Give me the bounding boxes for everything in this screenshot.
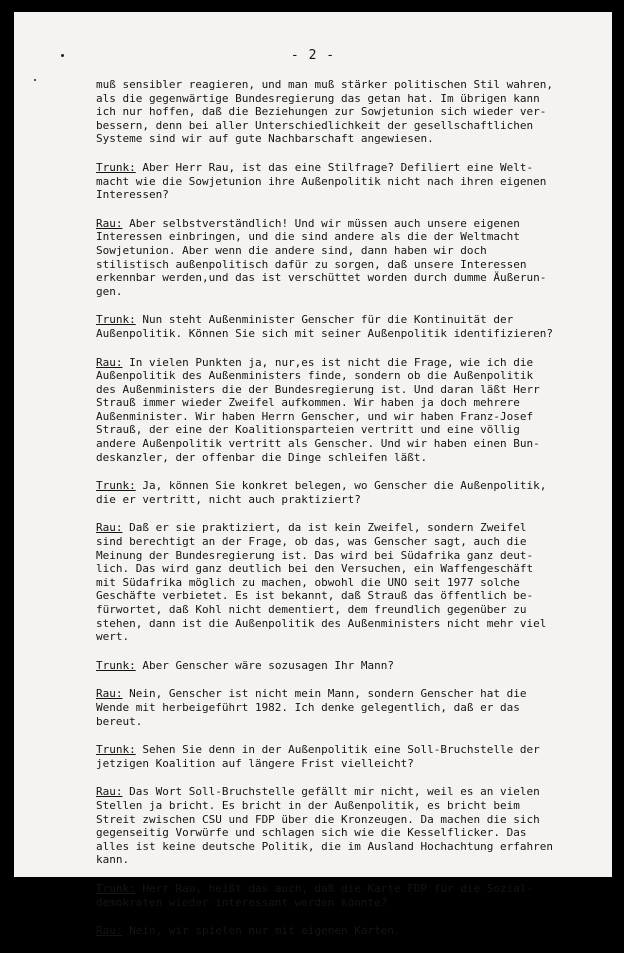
line-text: Streit zwischen CSU und FDP über die Kronzeugen. Da machen die sich [96, 812, 540, 826]
text-line [96, 659, 598, 673]
interview-paragraph [96, 479, 598, 506]
line-text: Strauß immer wieder Zweifel aufkommen. Wir haben ja doch mehrere [96, 396, 520, 410]
line-text: Interessen? [96, 188, 169, 202]
speaker-label: Trunk: [96, 881, 136, 895]
text-line [96, 840, 598, 854]
text-line [96, 549, 598, 563]
line-text: Aber Genscher wäre sozusagen Ihr Mann? [135, 658, 395, 672]
text-line [96, 356, 598, 370]
speaker-label: Trunk: [96, 743, 136, 757]
line-text: Geschäfte verbietet. Es ist bekannt, daß Strauß das öffentlich be- [96, 589, 534, 603]
speaker-label: Rau: [96, 785, 123, 799]
line-text: kann. [96, 853, 130, 867]
text-line [96, 92, 598, 106]
text-line [96, 757, 598, 771]
text-line [96, 369, 598, 383]
page-number: - 2 - [290, 48, 336, 63]
interview-paragraph [96, 743, 598, 770]
line-text: sind berechtigt an der Frage, ob das, was Genscher sagt, auch die [96, 535, 527, 549]
text-line [96, 617, 598, 631]
text-line [96, 437, 598, 451]
text-line [96, 327, 598, 341]
speaker-label: Rau: [96, 687, 123, 701]
line-text: lich. Das wird ganz deutlich bei den Versuchen, ein Waffengeschäft [96, 562, 534, 576]
line-text: wert. [96, 630, 130, 644]
line-text: stehen, dann ist die Außenpolitik des Außenministers nicht mehr viel [96, 616, 547, 630]
line-text: Aber selbstverständlich! Und wir müssen auch unsere eigenen [122, 216, 520, 230]
typewritten-page [14, 12, 612, 938]
interview-paragraph [96, 78, 598, 146]
text-line [96, 396, 598, 410]
text-line [96, 285, 598, 299]
text-line [96, 132, 598, 146]
text-line [96, 78, 598, 92]
text-line [96, 188, 598, 202]
line-text: Außenminister. Wir haben Herrn Genscher, und wir haben Franz-Josef [96, 409, 534, 423]
line-text: Strauß, der eine der Koalitionsparteien vertritt und eine völlig [96, 423, 520, 437]
line-text: jetzigen Koalition auf längere Frist vielleicht? [96, 756, 414, 770]
interview-paragraph [96, 521, 598, 643]
text-line [96, 521, 598, 535]
interview-paragraph [96, 659, 598, 673]
line-text: bessern, denn bei aller Unterschiedlichkeit der gesellschaftlichen [96, 118, 534, 132]
interview-paragraph [96, 356, 598, 465]
text-line [96, 535, 598, 549]
line-text: andere Außenpolitik vertritt als Genscher. Und wir haben einen Bun- [96, 437, 540, 451]
line-text: Meinung der Bundesregierung ist. Das wird bei Südafrika ganz deut- [96, 548, 534, 562]
line-text: gegenseitig Vorwürfe und schlagen sich wie die Kesselflicker. Das [96, 826, 527, 840]
text-line [96, 826, 598, 840]
text-line [96, 244, 598, 258]
text-line [96, 853, 598, 867]
line-text: Nein, Genscher ist nicht mein Mann, sondern Genscher hat die [122, 687, 527, 701]
speaker-label: Rau: [96, 521, 123, 535]
line-text: mit Südafrika möglich zu machen, obwohl die UNO seit 1977 solche [96, 575, 520, 589]
line-text: Ja, können Sie konkret belegen, wo Genscher die Außenpolitik, [135, 479, 547, 493]
text-line [96, 896, 598, 910]
text-line [96, 313, 598, 327]
line-text: die er vertritt, nicht auch praktiziert? [96, 492, 361, 506]
text-line [96, 105, 598, 119]
text-line [96, 175, 598, 189]
line-text: stilistisch außenpolitisch dafür zu sorgen, daß unsere Interessen [96, 257, 527, 271]
line-text: als die gegenwärtige Bundesregierung das getan hat. Im übrigen kann [96, 91, 540, 105]
speaker-label: Trunk: [96, 160, 136, 174]
text-line [96, 882, 598, 896]
text-line [96, 217, 598, 231]
speaker-label: Rau: [96, 924, 123, 938]
interview-paragraph [96, 217, 598, 299]
line-text: Stellen ja bricht. Es bricht in der Außenpolitik, es bricht beim [96, 798, 520, 812]
text-line [96, 715, 598, 729]
speaker-label: Trunk: [96, 313, 136, 327]
line-text: muß sensibler reagieren, und man muß stärker politischen Stil wahren, [96, 78, 553, 91]
text-line [96, 258, 598, 272]
interview-text [96, 78, 598, 953]
interview-paragraph [96, 313, 598, 340]
line-text: Systeme sind wir auf gute Nachbarschaft angewiesen. [96, 132, 434, 146]
line-text: bereut. [96, 714, 143, 728]
text-line [96, 423, 598, 437]
line-text: Sehen Sie denn in der Außenpolitik eine Soll-Bruchstelle der [135, 743, 540, 757]
line-text: des Außenministers die der Bundesregierung ist. Und daran läßt Herr [96, 382, 540, 396]
speaker-label: Rau: [96, 355, 123, 369]
interview-paragraph [96, 785, 598, 867]
speaker-label: Trunk: [96, 479, 136, 493]
text-line [96, 383, 598, 397]
text-line [96, 924, 598, 938]
text-line [96, 687, 598, 701]
line-text: demokraten wieder interessant werden könnte? [96, 895, 388, 909]
line-text: Sowjetunion. Aber wenn die andere sind, dann haben wir doch [96, 243, 487, 257]
text-line [96, 630, 598, 644]
speaker-label: Trunk: [96, 658, 136, 672]
text-line [96, 799, 598, 813]
line-text: Daß er sie praktiziert, da ist kein Zweifel, sondern Zweifel [122, 521, 527, 535]
line-text: Das Wort Soll-Bruchstelle gefällt mir nicht, weil es an vielen [122, 785, 540, 799]
line-text: macht wie die Sowjetunion ihre Außenpolitik nicht nach ihren eigenen [96, 174, 547, 188]
text-line [96, 119, 598, 133]
text-line [96, 493, 598, 507]
line-text: deskanzler, der offenbar die Dinge schleifen läßt. [96, 450, 428, 464]
interview-paragraph [96, 924, 598, 938]
speaker-label: Rau: [96, 216, 123, 230]
text-line [96, 410, 598, 424]
line-text: Außenpolitik des Außenministers finde, sondern ob die Außenpolitik [96, 369, 534, 383]
text-line [96, 743, 598, 757]
text-line [96, 562, 598, 576]
line-text: Nun steht Außenminister Genscher für die Kontinuität der [135, 313, 514, 327]
line-text: In vielen Punkten ja, nur,es ist nicht die Frage, wie ich die [122, 355, 534, 369]
ink-speck [34, 79, 36, 81]
text-line [96, 230, 598, 244]
line-text: Herr Rau, heißt das auch, daß die Karte FDP für die Sozial- [135, 881, 534, 895]
text-line [96, 589, 598, 603]
interview-paragraph [96, 687, 598, 728]
line-text: Außenpolitik. Können Sie sich mit seiner Außenpolitik identifizieren? [96, 326, 553, 340]
line-text: fürwortet, daß Kohl nicht dementiert, dem freundlich gegenüber zu [96, 603, 527, 616]
interview-paragraph [96, 161, 598, 202]
text-line [96, 161, 598, 175]
text-line [96, 701, 598, 715]
line-text: gen. [96, 284, 123, 298]
text-line [96, 451, 598, 465]
line-text: Aber Herr Rau, ist das eine Stilfrage? Defiliert eine Welt- [135, 160, 534, 174]
interview-paragraph [96, 882, 598, 909]
line-text: Interessen einbringen, und die sind andere als die der Weltmacht [96, 230, 520, 244]
line-text: Nein, wir spielen nur mit eigenen Karten. [122, 924, 401, 938]
text-line [96, 576, 598, 590]
line-text: ich nur hoffen, daß die Beziehungen zur Sowjetunion sich wieder ver- [96, 105, 547, 119]
text-line [96, 813, 598, 827]
text-line [96, 785, 598, 799]
text-line [96, 479, 598, 493]
line-text: erkennbar werden,und das ist verschüttet worden durch dumme Äußerun- [96, 271, 547, 285]
text-line [96, 271, 598, 285]
line-text: Wende mit herbeigeführt 1982. Ich denke gelegentlich, daß er das [96, 700, 520, 714]
line-text: alles ist keine deutsche Politik, die im Ausland Hochachtung erfahren [96, 839, 553, 853]
text-line [96, 603, 598, 617]
